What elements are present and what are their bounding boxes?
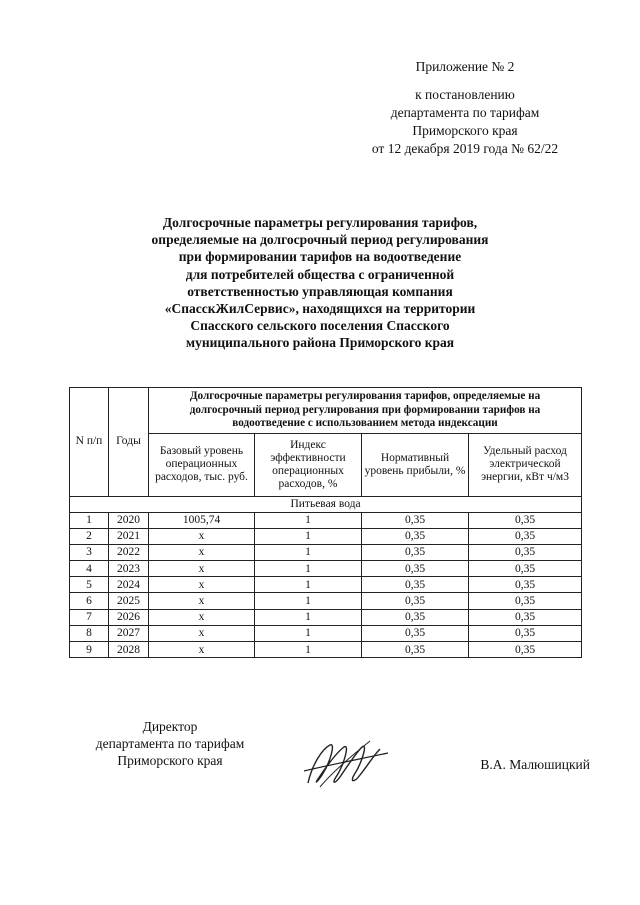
cell-year: 2028: [109, 642, 149, 658]
cell-energy-consumption: 0,35: [469, 625, 582, 641]
cell-energy-consumption: 0,35: [469, 577, 582, 593]
header-base-level: Базовый уровень операционных расходов, тыс. руб.: [149, 433, 255, 496]
table-row: [70, 528, 582, 544]
appendix-line-2: департамента по тарифам: [390, 105, 540, 120]
cell-number: 7: [70, 609, 109, 625]
header-efficiency-index: Индекс эффективности операционных расходов, %: [255, 433, 362, 496]
heading-line: для потребителей общества с ограниченной: [185, 266, 455, 282]
signature-title: Директор: [142, 719, 198, 734]
table-row: [70, 577, 582, 593]
cell-number: 3: [70, 544, 109, 560]
header-group: Долгосрочные параметры регулирования тарифов, определяемые на долгосрочный период регулирования при формировании тарифов на водоотведение с использованием метода индексации: [149, 388, 582, 434]
cell-base-level: х: [149, 593, 255, 609]
parameters-table: [69, 387, 582, 658]
signature-department: департамента по тарифам: [95, 736, 245, 751]
table-row: [70, 609, 582, 625]
cell-year: 2026: [109, 609, 149, 625]
cell-energy-consumption: 0,35: [469, 544, 582, 560]
table-row: [70, 642, 582, 658]
cell-energy-consumption: 0,35: [469, 593, 582, 609]
cell-profit-level: 0,35: [362, 609, 469, 625]
cell-base-level: х: [149, 609, 255, 625]
cell-energy-consumption: 0,35: [469, 609, 582, 625]
heading-line: при формировании тарифов на водоотведение: [178, 249, 462, 265]
cell-year: 2020: [109, 512, 149, 528]
header-year: Годы: [109, 388, 149, 497]
appendix-line-3: Приморского края: [412, 123, 518, 138]
cell-profit-level: 0,35: [362, 625, 469, 641]
cell-year: 2022: [109, 544, 149, 560]
cell-base-level: х: [149, 561, 255, 577]
header-number: N п/п: [70, 388, 109, 497]
header-energy-consumption: Удельный расход электрической энергии, кВт ч/м3: [469, 433, 582, 496]
cell-base-level: х: [149, 544, 255, 560]
table-row: [70, 625, 582, 641]
cell-efficiency-index: 1: [255, 512, 362, 528]
appendix-block: [350, 58, 580, 158]
cell-energy-consumption: 0,35: [469, 512, 582, 528]
cell-profit-level: 0,35: [362, 512, 469, 528]
signatory-name: В.А. Малюшицкий: [480, 757, 590, 772]
heading-line: ответственностью управляющая компания: [187, 283, 453, 299]
cell-number: 8: [70, 625, 109, 641]
table-row: [70, 593, 582, 609]
cell-efficiency-index: 1: [255, 642, 362, 658]
heading-line: Долгосрочные параметры регулирования тарифов,: [162, 215, 478, 230]
cell-base-level: 1005,74: [149, 512, 255, 528]
cell-profit-level: 0,35: [362, 577, 469, 593]
signature-region: Приморского края: [117, 753, 223, 768]
signature-block: [70, 718, 270, 769]
cell-efficiency-index: 1: [255, 528, 362, 544]
cell-energy-consumption: 0,35: [469, 528, 582, 544]
section-title: Питьевая вода: [70, 496, 582, 512]
cell-number: 5: [70, 577, 109, 593]
cell-efficiency-index: 1: [255, 625, 362, 641]
handwritten-signature: [300, 735, 395, 790]
cell-year: 2023: [109, 561, 149, 577]
appendix-line-4: от 12 декабря 2019 года № 62/22: [371, 141, 559, 156]
cell-profit-level: 0,35: [362, 642, 469, 658]
cell-base-level: х: [149, 625, 255, 641]
cell-base-level: х: [149, 528, 255, 544]
cell-year: 2025: [109, 593, 149, 609]
table-row: [70, 544, 582, 560]
cell-energy-consumption: 0,35: [469, 642, 582, 658]
appendix-title: Приложение № 2: [415, 59, 515, 74]
appendix-line-1: к постановлению: [415, 87, 515, 102]
cell-efficiency-index: 1: [255, 577, 362, 593]
cell-energy-consumption: 0,35: [469, 561, 582, 577]
heading-line: «СпасскЖилСервис», находящихся на территории: [164, 301, 476, 317]
cell-year: 2021: [109, 528, 149, 544]
cell-profit-level: 0,35: [362, 544, 469, 560]
cell-number: 1: [70, 512, 109, 528]
cell-profit-level: 0,35: [362, 561, 469, 577]
cell-number: 2: [70, 528, 109, 544]
cell-profit-level: 0,35: [362, 528, 469, 544]
header-profit-level: Нормативный уровень прибыли, %: [362, 433, 469, 496]
heading-line: Спасского сельского поселения Спасского: [190, 318, 450, 334]
table-row: [70, 561, 582, 577]
cell-efficiency-index: 1: [255, 561, 362, 577]
cell-base-level: х: [149, 642, 255, 658]
document-heading: [100, 214, 540, 352]
table-row: [70, 512, 582, 528]
cell-efficiency-index: 1: [255, 609, 362, 625]
cell-profit-level: 0,35: [362, 593, 469, 609]
cell-efficiency-index: 1: [255, 544, 362, 560]
cell-number: 6: [70, 593, 109, 609]
cell-base-level: х: [149, 577, 255, 593]
cell-year: 2027: [109, 625, 149, 641]
heading-line: определяемые на долгосрочный период регулирования: [151, 232, 489, 248]
cell-efficiency-index: 1: [255, 593, 362, 609]
heading-line: муниципального района Приморского края: [185, 335, 455, 351]
cell-year: 2024: [109, 577, 149, 593]
cell-number: 9: [70, 642, 109, 658]
cell-number: 4: [70, 561, 109, 577]
